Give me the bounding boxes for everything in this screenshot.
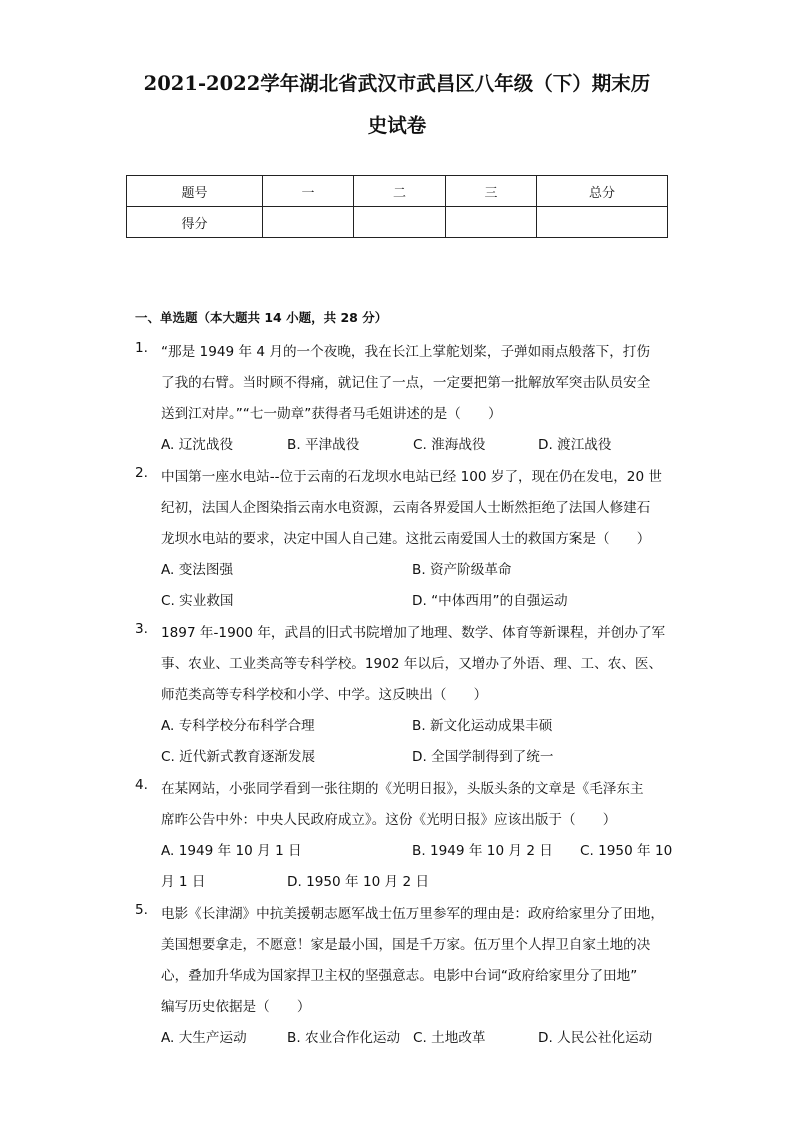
option-c: C. 淮海战役: [413, 437, 486, 453]
score-header-cell: 题号: [127, 176, 263, 207]
option-c: C. 1950 年 10: [580, 843, 673, 859]
score-header-cell: 三: [446, 176, 537, 207]
question-text-line: 送到江对岸。”“七一勋章”获得者马毛姐讲述的是（ ）: [161, 406, 502, 422]
option-b: B. 资产阶级革命: [412, 562, 512, 578]
question-number: 2.: [135, 465, 148, 481]
option-d: D. 全国学制得到了统一: [412, 749, 554, 765]
question-text-line: 编写历史依据是（ ）: [161, 999, 311, 1015]
question-text-line: 师范类高等专科学校和小学、中学。这反映出（ ）: [161, 687, 488, 703]
option-c: C. 近代新式教育逐渐发展: [161, 749, 316, 765]
document-title-line1: 2021-2022学年湖北省武汉市武昌区八年级（下）期末历: [143, 72, 651, 95]
option-c: C. 实业救国: [161, 593, 234, 609]
option-a: A. 辽沈战役: [161, 437, 234, 453]
document-title-line2: 史试卷: [367, 114, 427, 137]
question-text-line: 美国想要拿走，不愿意！家是最小国，国是千万家。伍万里个人捍卫自家土地的决: [161, 937, 651, 953]
score-header-cell: 总分: [537, 176, 668, 207]
option-b: B. 新文化运动成果丰硕: [412, 718, 553, 734]
option-b: B. 1949 年 10 月 2 日: [412, 843, 553, 859]
question-number: 4.: [135, 777, 148, 793]
question-text-line: 纪初，法国人企图染指云南水电资源，云南各界爱国人士断然拒绝了法国人修建石: [161, 500, 651, 516]
option-d: D. 1950 年 10 月 2 日: [287, 874, 430, 890]
section-heading: 一、单选题（本大题共 14 小题，共 28 分）: [135, 310, 388, 325]
score-cell: [537, 207, 668, 238]
option-a: A. 大生产运动: [161, 1030, 247, 1046]
question-number: 3.: [135, 621, 148, 637]
question-text-line: 事、农业、工业类高等专科学校。1902 年以后，又增办了外语、理、工、农、医、: [161, 656, 663, 672]
score-table-header-row: [127, 176, 668, 207]
option-a: A. 专科学校分布科学合理: [161, 718, 315, 734]
question-text-line: “那是 1949 年 4 月的一个夜晚，我在长江上掌舵划桨，子弹如雨点般落下，打伤: [161, 344, 650, 360]
question-text-line: 龙坝水电站的要求，决定中国人自己建。这批云南爱国人士的救国方案是（ ）: [161, 531, 651, 547]
question-text-line: 1897 年-1900 年，武昌的旧式书院增加了地理、数学、体育等新课程，并创办了军: [161, 625, 666, 641]
score-cell: [263, 207, 354, 238]
score-table: [126, 175, 668, 238]
score-row-label: 得分: [127, 207, 263, 238]
option-d: D. 人民公社化运动: [538, 1030, 653, 1046]
score-cell: [446, 207, 537, 238]
option-b: B. 农业合作化运动: [287, 1030, 401, 1046]
question-text-line: 了我的右臂。当时顾不得痛，就记住了一点，一定要把第一批解放军突击队员安全: [161, 375, 651, 391]
option-d: D. 渡江战役: [538, 437, 612, 453]
option-c-continued: 月 1 日: [161, 874, 206, 890]
score-header-cell: 一: [263, 176, 354, 207]
question-text-line: 心，叠加升华成为国家捍卫主权的坚强意志。电影中台词“政府给家里分了田地”: [161, 968, 638, 984]
question-text-line: 席昨公告中外：中央人民政府成立》。这份《光明日报》应该出版于（ ）: [161, 812, 617, 828]
question-number: 5.: [135, 902, 148, 918]
score-cell: [354, 207, 446, 238]
option-d: D. “中体西用”的自强运动: [412, 593, 568, 609]
question-number: 1.: [135, 340, 148, 356]
question-text-line: 在某网站，小张同学看到一张往期的《光明日报》，头版头条的文章是《毛泽东主: [161, 781, 644, 797]
option-a: A. 1949 年 10 月 1 日: [161, 843, 302, 859]
score-table-score-row: [127, 207, 668, 238]
option-a: A. 变法图强: [161, 562, 234, 578]
score-header-cell: 二: [354, 176, 446, 207]
option-c: C. 土地改革: [413, 1030, 486, 1046]
question-text-line: 中国第一座水电站--位于云南的石龙坝水电站已经 100 岁了，现在仍在发电，20 世: [161, 469, 663, 485]
option-b: B. 平津战役: [287, 437, 360, 453]
question-text-line: 电影《长津湖》中抗美援朝志愿军战士伍万里参军的理由是：政府给家里分了田地，: [161, 906, 664, 922]
